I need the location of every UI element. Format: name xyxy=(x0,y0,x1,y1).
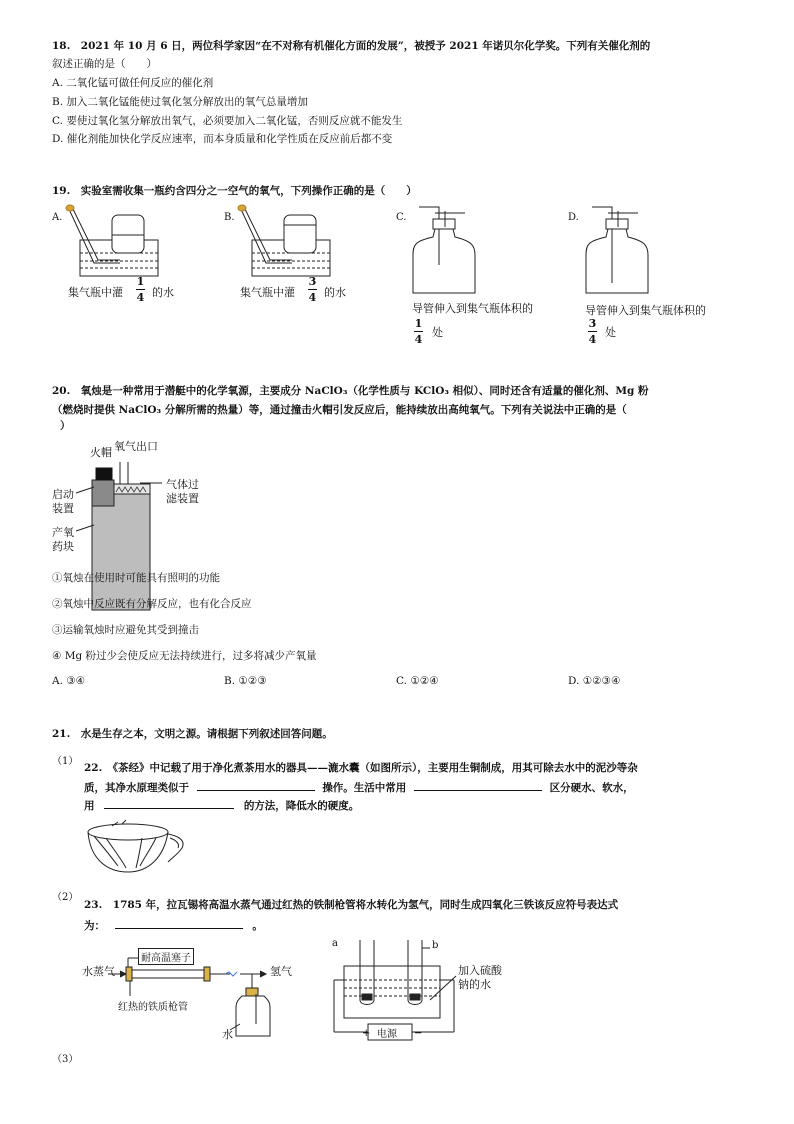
q22-blank-1[interactable] xyxy=(197,780,315,791)
q20-stem-line2: （燃烧时提供 NaClO₃ 分解所需的热量）等，通过撞击火帽引发反应后，能持续放出高纯氧气。下列有关说法中正确的是（ xyxy=(52,404,627,416)
q18-option-a: A. 二氧化锰可做任何反应的催化剂 xyxy=(52,77,214,89)
q19-option-b-num: 3 xyxy=(308,275,317,288)
q18-option-d: D. 催化剂能加快化学反应速率，而本身质量和化学性质在反应前后都不变 xyxy=(52,133,393,145)
q20-stem-line1: 20. 氧烛是一种常用于潜艇中的化学氧源，主要成分 NaClO₃（化学性质与 KClO₃ 相似）、同时还含有适量的催化剂、Mg 粉 xyxy=(52,385,649,397)
q23-label-b: b xyxy=(432,940,439,951)
q23-label-added-2: 钠的水 xyxy=(458,978,491,991)
q19-option-d-caption-post: 处 xyxy=(605,326,616,339)
q19-option-b-letter: B. xyxy=(224,212,235,223)
q22-line2-b: 操作。生活中常用 xyxy=(322,782,407,794)
q23-label-minus: − xyxy=(414,1028,423,1039)
q23-blank[interactable] xyxy=(115,918,243,929)
q23-label-plus: + xyxy=(362,1028,371,1039)
q20-label-outlet: 氧气出口 xyxy=(114,440,158,453)
q20-statement-1: ①氧烛在使用时可能具有照明的功能 xyxy=(52,572,220,584)
q20-statement-3: ③运输氧烛时应避免其受到撞击 xyxy=(52,624,199,636)
q19-option-d-caption: 导管伸入到集气瓶体积的 xyxy=(585,304,706,317)
q18-stem-line2: 叙述正确的是（ ） xyxy=(52,58,157,70)
q22-line2-a: 质，其净水原理类似于 xyxy=(84,782,189,794)
q20-option-b: B. ①②③ xyxy=(224,675,267,687)
q23-gun-barrel-figure xyxy=(80,940,320,1040)
q23-line2-a: 为： xyxy=(84,920,105,932)
q19-option-b-den: 4 xyxy=(308,291,317,304)
q19-option-a-caption-post: 的水 xyxy=(152,286,174,299)
q23-label-barrel: 红热的铁质枪管 xyxy=(118,1002,188,1013)
q20-stem-line3: ） xyxy=(60,420,71,432)
q22-line3-a: 用 xyxy=(84,800,95,812)
q18-option-b: B. 加入二氧化锰能使过氧化氢分解放出的氧气总量增加 xyxy=(52,96,308,108)
q20-statement-4: ④ Mg 粉过少会使反应无法持续进行，过多将减少产氧量 xyxy=(52,650,317,662)
q22-line3 xyxy=(84,798,359,813)
q23-label-added-1: 加入硫酸 xyxy=(458,964,502,977)
q18-stem-line1: 18. 2021 年 10 月 6 日，两位科学家因“在不对称有机催化方面的发展”，被授予 2021 年诺贝尔化学奖。下列有关催化剂的 xyxy=(52,40,651,52)
q20-option-a: A. ③④ xyxy=(52,675,86,687)
q19-option-b-caption: 集气瓶中灌 xyxy=(240,286,295,299)
q20-label-starter-2: 装置 xyxy=(52,502,74,515)
q21-part1-label: （1） xyxy=(52,756,79,767)
q23-line1: 23. 1785 年，拉瓦锡将高温水蒸气通过红热的铁制枪管将水转化为氢气，同时生成四氧化三铁该反应符号表达式 xyxy=(84,899,619,911)
q20-option-d: D. ①②③④ xyxy=(568,675,621,687)
q20-label-cap: 火帽 xyxy=(90,446,112,459)
q23-label-power: 电源 xyxy=(377,1029,397,1040)
q19-option-a-letter: A. xyxy=(52,212,63,223)
q20-label-filter-1: 气体过 xyxy=(166,478,199,491)
q22-line2 xyxy=(84,780,634,795)
q23-label-water: 水 xyxy=(222,1028,233,1041)
q23-line2-b: 。 xyxy=(252,920,263,932)
q23-line2 xyxy=(84,918,263,933)
q22-water-bag-figure xyxy=(82,818,192,878)
q22-line3-b: 的方法，降低水的硬度。 xyxy=(243,800,360,812)
q20-label-block-2: 药块 xyxy=(52,540,74,553)
q19-option-d-num: 3 xyxy=(588,317,597,330)
q20-label-block-1: 产氧 xyxy=(52,526,74,539)
q22-line1: 22. 《茶经》中记载了用于净化煮茶用水的器具——漉水囊（如图所示），主要用生铜制成，用其可除去水中的泥沙等杂 xyxy=(84,762,638,774)
q18-option-c: C. 要使过氧化氢分解放出氧气，必须要加入二氧化锰，否则反应就不能发生 xyxy=(52,115,403,127)
q23-label-plug: 耐高温塞子 xyxy=(138,948,194,965)
q21-stem: 21. 水是生存之本，文明之源。请根据下列叙述回答问题。 xyxy=(52,728,333,740)
q19-option-c-den: 4 xyxy=(414,333,423,346)
q19-option-c-caption: 导管伸入到集气瓶体积的 xyxy=(412,302,533,315)
q19-option-d-den: 4 xyxy=(588,333,597,346)
q23-label-hydrogen: 氢气 xyxy=(270,965,292,978)
q23-label-a: a xyxy=(332,938,338,949)
q20-statement-2: ②氧烛中反应既有分解反应，也有化合反应 xyxy=(52,598,252,610)
q22-blank-3[interactable] xyxy=(104,798,234,809)
q19-option-c-letter: C. xyxy=(396,212,407,223)
q20-label-starter-1: 启动 xyxy=(52,488,74,501)
q19-option-c-num: 1 xyxy=(414,317,423,330)
q20-option-c: C. ①②④ xyxy=(396,675,439,687)
q19-stem: 19. 实验室需收集一瓶约含四分之一空气的氧气，下列操作正确的是（ ） xyxy=(52,185,417,197)
q19-option-b-caption-post: 的水 xyxy=(324,286,346,299)
q19-option-a-caption: 集气瓶中灌 xyxy=(68,286,123,299)
q22-line2-c: 区分硬水、软水， xyxy=(549,782,634,794)
q19-option-c-caption-post: 处 xyxy=(432,326,443,339)
q19-option-a-den: 4 xyxy=(136,291,145,304)
q21-part2-label: （2） xyxy=(52,892,79,903)
q21-part3-label: （3） xyxy=(52,1054,79,1065)
q19-option-d-letter: D. xyxy=(568,212,579,223)
q22-blank-2[interactable] xyxy=(414,780,542,791)
q23-label-steam: 水蒸气 xyxy=(82,965,115,978)
q20-label-filter-2: 滤装置 xyxy=(166,492,199,505)
q19-option-a-num: 1 xyxy=(136,275,145,288)
